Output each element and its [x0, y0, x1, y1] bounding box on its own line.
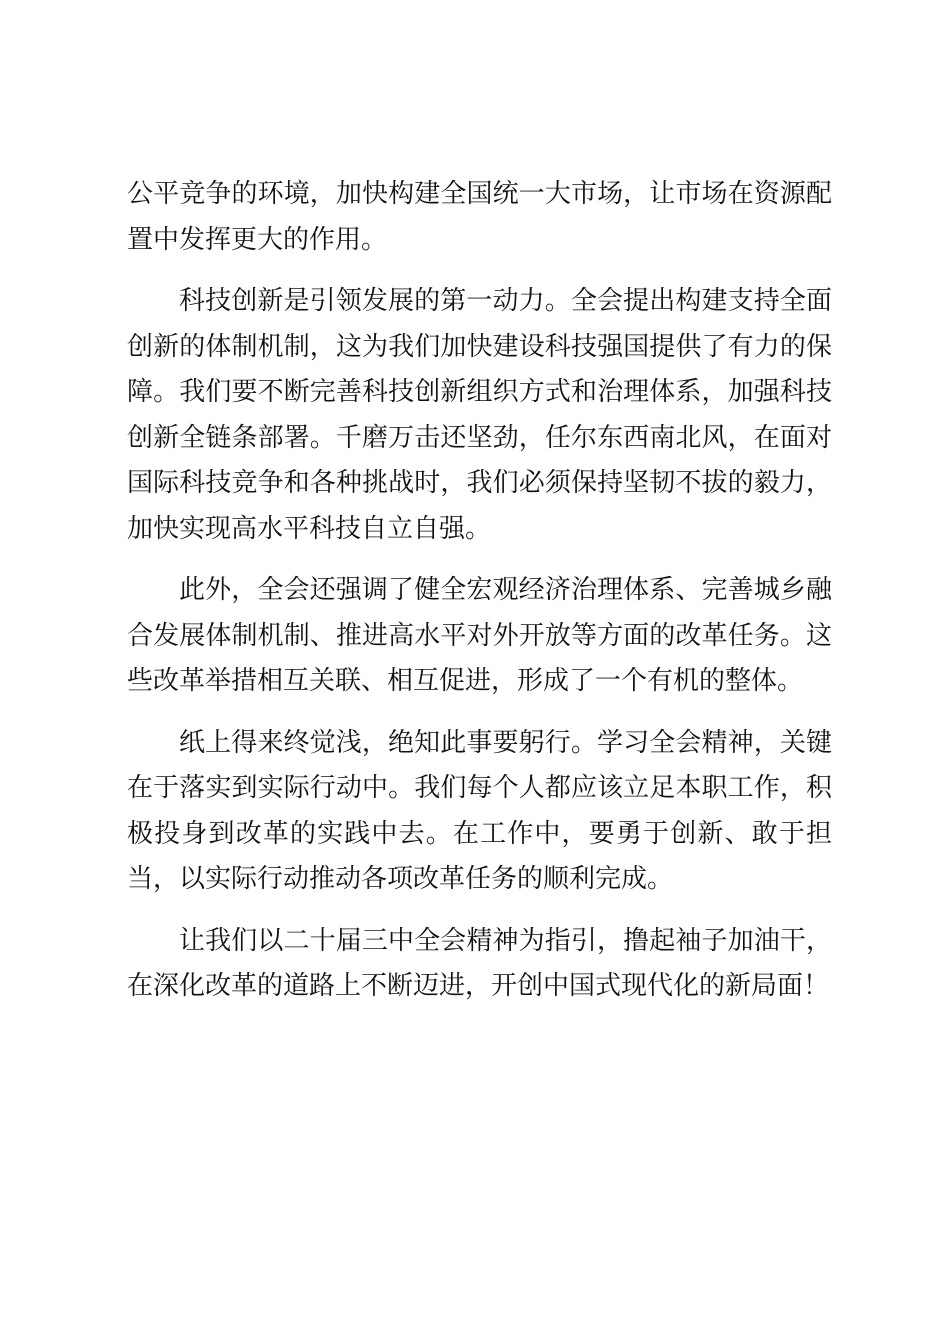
paragraph-other-reforms: 此外，全会还强调了健全宏观经济治理体系、完善城乡融合发展体制机制、推进高水平对外开放等方面的改革任务。这些改革举措相互关联、相互促进，形成了一个有机的整体。 [127, 575, 832, 696]
paragraph-tech-innovation: 科技创新是引领发展的第一动力。全会提出构建支持全面创新的体制机制，这为我们加快建设科技强国提供了有力的保障。我们要不断完善科技创新组织方式和治理体系，加强科技创新全链条部署。千磨万击还坚劲，任尔东西南北风，在面对国际科技竞争和各种挑战时，我们必须保持坚韧不拔的毅力，加快实现高水平科技自立自强。 [127, 286, 832, 544]
paragraph-closing: 让我们以二十届三中全会精神为指引，撸起袖子加油干，在深化改革的道路上不断迈进，开创中国式现代化的新局面！ [127, 925, 832, 1001]
paragraph-continuation: 公平竞争的环境，加快构建全国统一大市场，让市场在资源配置中发挥更大的作用。 [127, 179, 832, 255]
paragraph-action: 纸上得来终觉浅，绝知此事要躬行。学习全会精神，关键在于落实到实际行动中。我们每个人都应该立足本职工作，积极投身到改革的实践中去。在工作中，要勇于创新、敢于担当，以实际行动推动各项改革任务的顺利完成。 [127, 727, 832, 894]
document-body [127, 172, 832, 1026]
